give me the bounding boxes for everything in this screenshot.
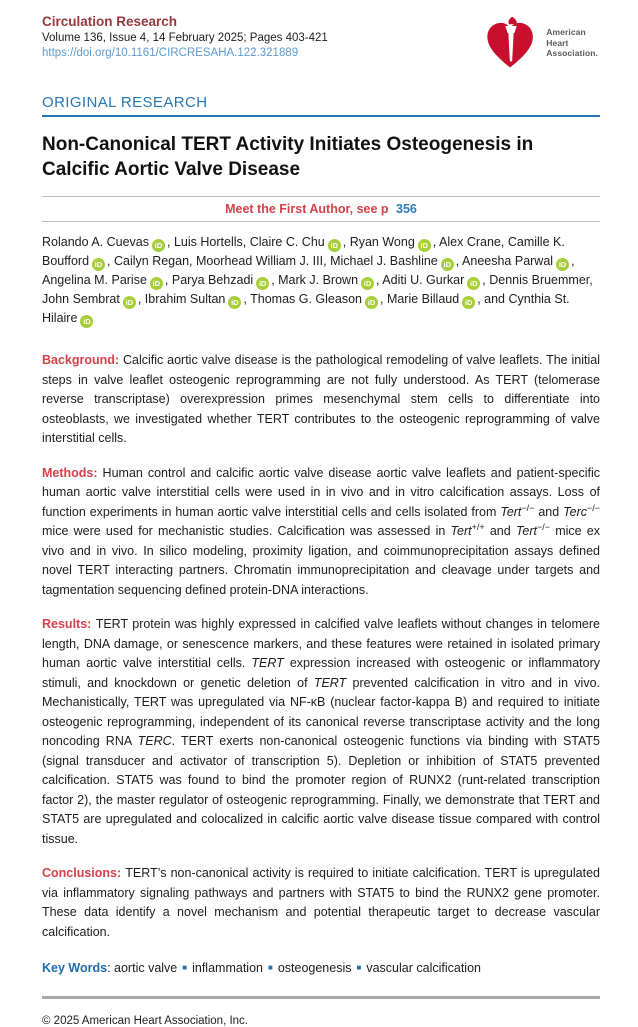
keyword: inflammation [192, 961, 263, 976]
author-name: Rolando A. Cuevas [42, 235, 150, 250]
footer-divider [42, 996, 600, 999]
first-author-page-link[interactable]: 356 [396, 202, 417, 217]
keyword-separator-icon: ■ [356, 963, 362, 973]
author-separator: , [243, 292, 251, 307]
author-name: Michael J. Bashline [330, 254, 438, 269]
keyword: vascular calcification [366, 961, 481, 976]
orcid-icon[interactable]: iD [556, 258, 569, 271]
gene-symbol: TERC [137, 734, 172, 749]
abstract-text: −/− [536, 522, 550, 532]
section-label: Methods: [42, 465, 103, 480]
abstract-text: prevented calcification in vitro and in vivo. Mechanistically, TERT was upregulated via NF-κB (nuclear factor-kappa B) and required to initiate osteogenic reprogramming, independent of its canonical reverse transcriptase activity and the long noncoding RNA [42, 675, 600, 749]
author-name: Marie Billaud [386, 292, 460, 307]
section-label: Results: [42, 617, 96, 632]
author-name: Luis Hortells [173, 235, 243, 250]
author-name: Thomas G. Gleason [250, 292, 362, 307]
orcid-icon[interactable]: iD [328, 239, 341, 252]
author-separator: , [379, 292, 387, 307]
author-name: John Sembrat [42, 292, 120, 307]
keywords-colon: : [107, 961, 115, 976]
abstract-text: expression increased with osteogenic or inflammatory stimuli, and knockdown or genetic deletion of [42, 656, 600, 690]
author-list [42, 233, 600, 328]
section-label: Conclusions: [42, 866, 126, 881]
section-kicker: ORIGINAL RESEARCH [42, 94, 600, 117]
author-separator: , [477, 292, 485, 307]
orcid-icon[interactable]: iD [418, 239, 431, 252]
abstract-text: and [534, 504, 564, 519]
author-separator: , [376, 273, 383, 288]
copyright-notice: © 2025 American Heart Association, Inc. [42, 1015, 248, 1027]
author-separator: , [589, 273, 593, 288]
keyword: aortic valve [114, 961, 178, 976]
gene-symbol: Terc [563, 504, 587, 519]
author-separator: , [137, 292, 145, 307]
author-conjunction: and [484, 292, 509, 307]
orcid-icon[interactable]: iD [462, 296, 475, 309]
abstract-section-conclusions [42, 864, 600, 942]
abstract-text: and [484, 524, 516, 539]
author-name: Mark J. Brown [278, 273, 359, 288]
gene-symbol: Tert [515, 524, 537, 539]
author-name: Camille K. Boufford [42, 235, 565, 269]
author-separator: , [482, 273, 490, 288]
gene-symbol: Tert [500, 504, 522, 519]
author-separator: , [571, 254, 575, 269]
orcid-icon[interactable]: iD [467, 277, 480, 290]
gene-symbol: TERT [313, 675, 347, 690]
keywords-label: Key Words [42, 961, 108, 976]
section-label: Background: [42, 353, 123, 368]
article-title: Non-Canonical TERT Activity Initiates Osteogenesis in Calcific Aortic Valve Disease [42, 134, 534, 181]
orcid-icon[interactable]: iD [150, 277, 163, 290]
author-separator: , [164, 273, 172, 288]
gene-symbol: TERT [251, 656, 284, 671]
doi-link[interactable]: https://doi.org/10.1161/CIRCRESAHA.122.321889 [42, 47, 299, 59]
author-separator: , [189, 254, 196, 269]
author-separator: , [107, 254, 114, 269]
orcid-icon[interactable]: iD [365, 296, 378, 309]
author-separator: , [455, 254, 463, 269]
aha-org-line: American [546, 27, 586, 38]
journal-name: Circulation Research [42, 14, 178, 29]
author-separator: , [271, 273, 279, 288]
abstract-text: −/− [521, 502, 535, 513]
aha-org-name [546, 27, 598, 59]
orcid-icon[interactable]: iD [361, 277, 374, 290]
abstract-text: TERT protein was highly expressed in calcified valve leaflets without changes in telomere length, DNA damage, or senescence markers, and these features were retained in isolated primary human aortic valve interstitial cells. [42, 617, 600, 671]
first-author-banner [42, 196, 600, 222]
masthead [42, 14, 600, 70]
author-separator: , [323, 254, 331, 269]
author-separator: , [167, 235, 174, 250]
abstract-text: Calcific aortic valve disease is the pathological remodeling of valve leaflets. The initial steps in valve leaflet osteogenic reprogramming are not fully understood. As TERT (telomerase reverse transcriptase) overexpression primes mesenchymal stem cells to differentiate into osteoblasts, we investigated whether TERT contributes to the osteogenic reprogramming of valve interstitial cells. [42, 353, 600, 446]
abstract-section-background [42, 351, 600, 449]
author-name: Cailyn Regan [113, 254, 190, 269]
author-separator: , [500, 235, 508, 250]
keyword-separator-icon: ■ [182, 963, 188, 973]
abstract-text: mice ex vivo and in vivo. In silico modeling, proximity ligation, and coimmunoprecipitation assays defined novel TERT interacting partners. Chromatin immunoprecipitation and cleavage under targets and tagmentation sequencing defined protein-DNA interactions. [42, 524, 600, 597]
orcid-icon[interactable]: iD [152, 239, 165, 252]
author-name: Cynthia St. Hilaire [42, 292, 570, 326]
aha-logo [483, 16, 600, 70]
abstract-text: +/+ [471, 522, 485, 532]
abstract [42, 351, 600, 942]
aha-heart-icon [483, 16, 539, 70]
abstract-section-methods [42, 464, 600, 601]
aha-org-line: Association. [546, 48, 598, 59]
author-name: Claire C. Chu [249, 235, 325, 250]
issue-line: Volume 136, Issue 4, 14 February 2025; Pages 403-421 [42, 32, 328, 44]
author-name: Angelina M. Parise [42, 273, 147, 288]
keywords-line [42, 961, 600, 975]
aha-org-line: Heart [546, 37, 569, 48]
orcid-icon[interactable]: iD [256, 277, 269, 290]
author-name: Parya Behzadi [171, 273, 254, 288]
author-name: Moorhead William J. III [195, 254, 324, 269]
author-separator: , [342, 235, 350, 250]
gene-symbol: Tert [450, 524, 472, 539]
abstract-text: mice were used for mechanistic studies. Calcification was assessed in [42, 524, 451, 539]
abstract-text: −/− [586, 502, 600, 513]
keyword: osteogenesis [277, 961, 352, 976]
author-separator: , [242, 235, 250, 250]
author-name: Ryan Wong [349, 235, 415, 250]
orcid-icon[interactable]: iD [92, 258, 105, 271]
abstract-text: TERT’s non-canonical activity is required to initiate calcification. TERT is upregulated via inflammatory signaling pathways and partners with STAT5 to bind the RUNX2 gene promoter. These data identify a novel mechanism and potential therapeutic target to decrease vascular calcification. [42, 866, 600, 939]
abstract-text: Human control and calcific aortic valve disease aortic valve leaflets and patient-specific human aortic valve interstitial cells were used in in vivo and in vitro calcification assays. Loss of function experiments in human aortic valve interstitial cells and cells isolated from [42, 465, 600, 519]
abstract-text: . TERT exerts non-canonical osteogenic functions via binding with STAT5 (signal transducer and activator of transcription 5). Depletion or inhibition of STAT5 prevented calcification. STAT5 was found to bind the promoter region of RUNX2 (runt-related transcription factor 2), the master regulator of osteogenic reprogramming. Finally, we demonstrate that TERT and STAT5 are upregulated and colocalized in calcific aortic valve disease tissue compared with control tissue. [42, 734, 600, 846]
keyword-separator-icon: ■ [267, 963, 273, 973]
masthead-left [42, 14, 328, 59]
author-name: Aneesha Parwal [462, 254, 554, 269]
orcid-icon[interactable]: iD [441, 258, 454, 271]
abstract-section-results [42, 615, 600, 849]
orcid-icon[interactable]: iD [123, 296, 136, 309]
author-name: Ibrahim Sultan [144, 292, 226, 307]
author-name: Dennis Bruemmer [489, 273, 590, 288]
author-name: Alex Crane [439, 235, 501, 250]
author-name: Aditi U. Gurkar [382, 273, 465, 288]
first-author-banner-text: Meet the First Author, see p [225, 202, 389, 217]
keywords-items [114, 961, 481, 975]
orcid-icon[interactable]: iD [80, 315, 93, 328]
orcid-icon[interactable]: iD [228, 296, 241, 309]
author-separator: , [432, 235, 440, 250]
